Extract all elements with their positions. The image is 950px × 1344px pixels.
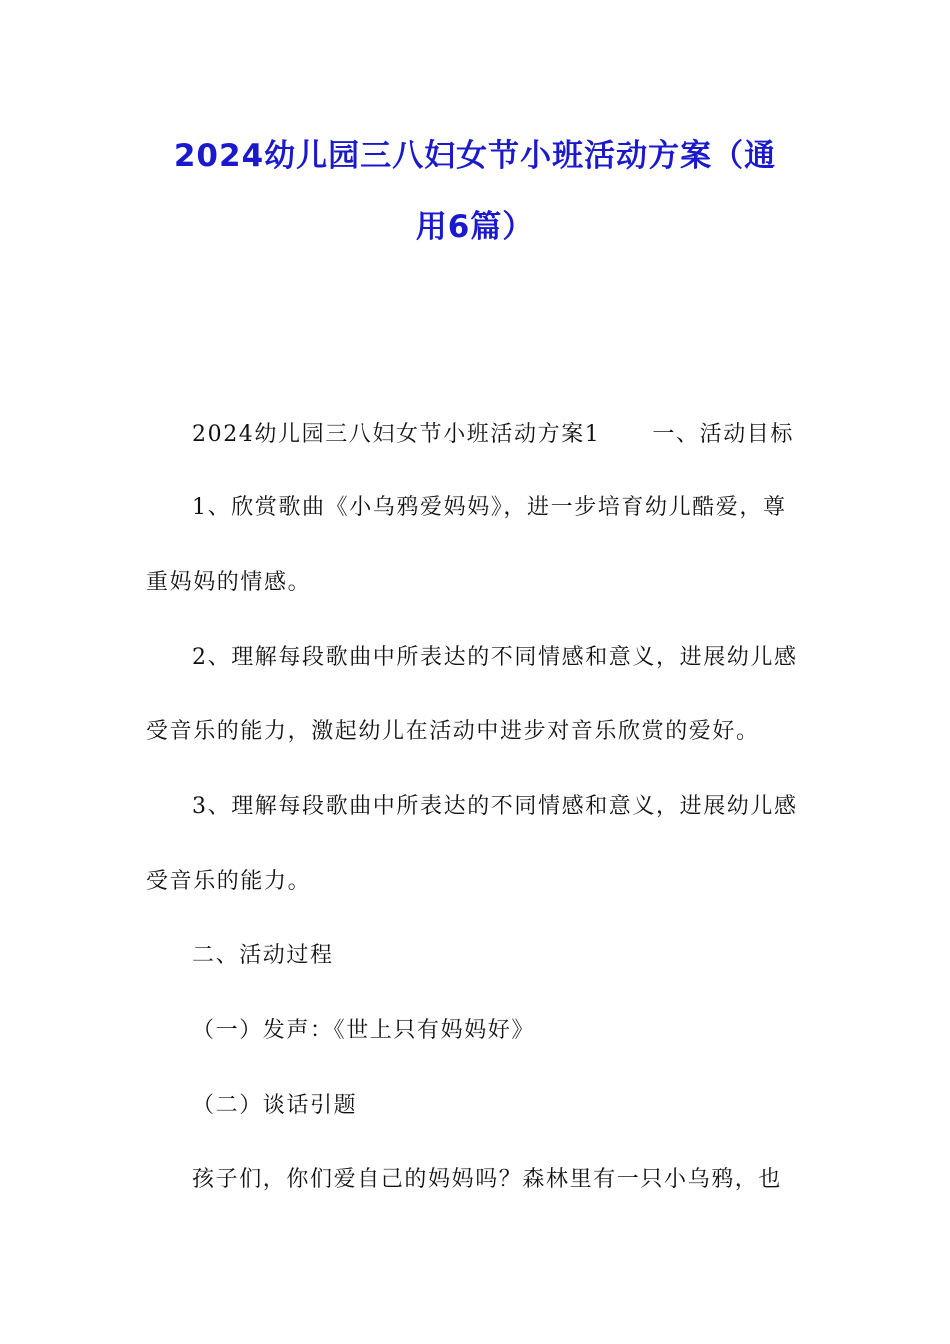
document-title-line-2: 用6篇） xyxy=(415,209,535,245)
body-paragraph-line-1: 孩子们，你们爱自己的妈妈吗？森林里有一只小乌鸦，也 xyxy=(192,1167,783,1192)
document-title-line-1: 2024幼儿园三八妇女节小班活动方案（通 xyxy=(173,138,777,174)
activity-goal-heading: 一、活动目标 xyxy=(652,422,794,447)
process-heading: 二、活动过程 xyxy=(192,943,334,968)
section-1-heading: 2024幼儿园三八妇女节小班活动方案1 xyxy=(192,422,601,447)
section-heading-row xyxy=(192,421,794,449)
process-step-2: （二）谈话引题 xyxy=(192,1093,358,1118)
goal-item-2-line-2: 受音乐的能力，激起幼儿在活动中进步对音乐欣赏的爱好。 xyxy=(146,719,760,744)
goal-item-2-line-1: 2、理解每段歌曲中所表达的不同情感和意义，进展幼儿感 xyxy=(192,645,798,670)
goal-item-3-line-2: 受音乐的能力。 xyxy=(146,869,312,894)
goal-item-1-line-2: 重妈妈的情感。 xyxy=(146,570,312,595)
process-step-1: （一）发声：《世上只有妈妈好》 xyxy=(192,1018,536,1043)
goal-item-1-line-1: 1、欣赏歌曲《小乌鸦爱妈妈》，进一步培育幼儿酷爱，尊 xyxy=(192,495,787,520)
goal-item-3-line-1: 3、理解每段歌曲中所表达的不同情感和意义，进展幼儿感 xyxy=(192,794,798,819)
